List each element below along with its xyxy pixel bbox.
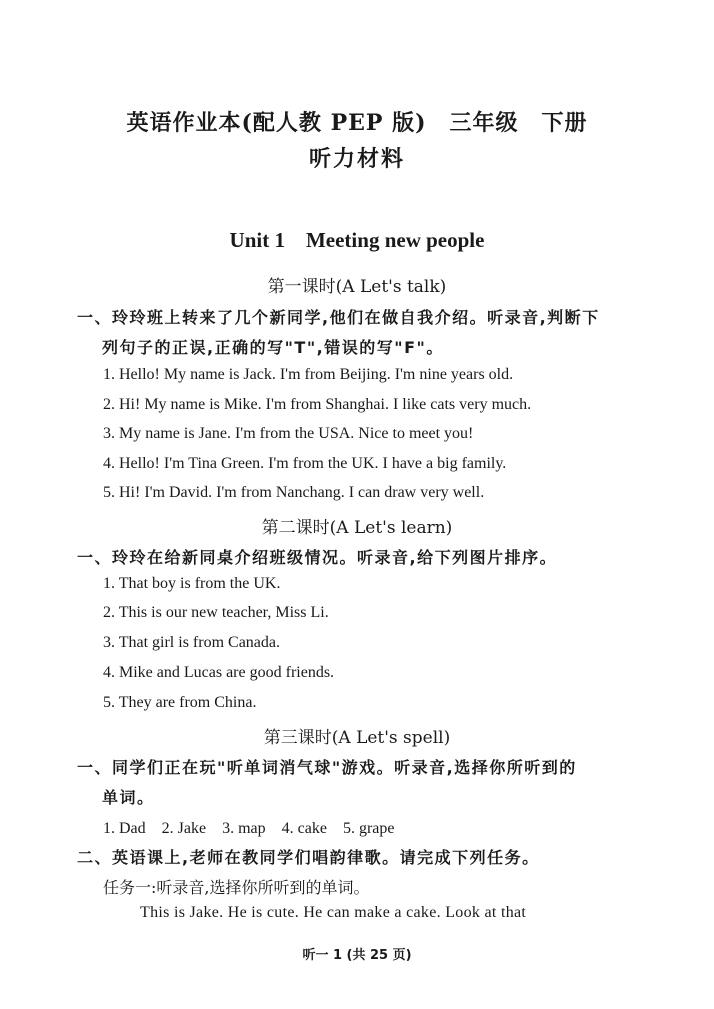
lesson-2-item: 4. Mike and Lucas are good friends. [103, 664, 335, 681]
lesson-1-heading: 第一课时(A Let's talk) [267, 277, 447, 297]
lesson-2-item: 2. This is our new teacher, Miss Li. [103, 604, 329, 621]
lesson-2-heading: 第二课时(A Let's learn) [261, 518, 453, 538]
lesson-3-heading: 第三课时(A Let's spell) [263, 728, 451, 748]
page-footer: 听一 1 (共 25 页) [302, 948, 412, 963]
lesson-3-passage: This is Jake. He is cute. He can make a cake. Look at that [140, 904, 527, 921]
book-subtitle: 听力材料 [308, 146, 405, 172]
lesson-3-question-1-line-2: 单词。 [102, 788, 155, 807]
lesson-1-item: 3. My name is Jane. I'm from the USA. Nice to meet you! [103, 425, 474, 442]
lesson-3-question-2: 二、英语课上,老师在教同学们唱韵律歌。请完成下列任务。 [77, 848, 540, 867]
book-title: 英语作业本(配人教 PEP 版) 三年级 下册 [126, 110, 588, 136]
lesson-1-question-1-line-2: 列句子的正误,正确的写"T",错误的写"F"。 [102, 338, 444, 357]
lesson-2-item: 3. That girl is from Canada. [103, 634, 280, 651]
lesson-3-question-1-line-1: 一、同学们正在玩"听单词消气球"游戏。听录音,选择你所听到的 [77, 758, 577, 777]
lesson-2-item: 1. That boy is from the UK. [103, 575, 281, 592]
lesson-3-task-1: 任务一:听录音,选择你所听到的单词。 [103, 878, 370, 897]
unit-title: Unit 1 Meeting new people [229, 228, 485, 252]
lesson-1-question-1-line-1: 一、玲玲班上转来了几个新同学,他们在做自我介绍。听录音,判断下 [77, 308, 600, 327]
lesson-1-item: 4. Hello! I'm Tina Green. I'm from the UK. I have a big family. [103, 455, 507, 472]
lesson-1-item: 2. Hi! My name is Mike. I'm from Shanghai. I like cats very much. [103, 396, 532, 413]
lesson-1-item: 5. Hi! I'm David. I'm from Nanchang. I can draw very well. [103, 484, 485, 501]
lesson-3-word-list: 1. Dad 2. Jake 3. map 4. cake 5. grape [103, 820, 395, 837]
lesson-1-item: 1. Hello! My name is Jack. I'm from Beijing. I'm nine years old. [103, 366, 514, 383]
lesson-2-question-1: 一、玲玲在给新同桌介绍班级情况。听录音,给下列图片排序。 [77, 548, 558, 567]
lesson-2-item: 5. They are from China. [103, 694, 257, 711]
